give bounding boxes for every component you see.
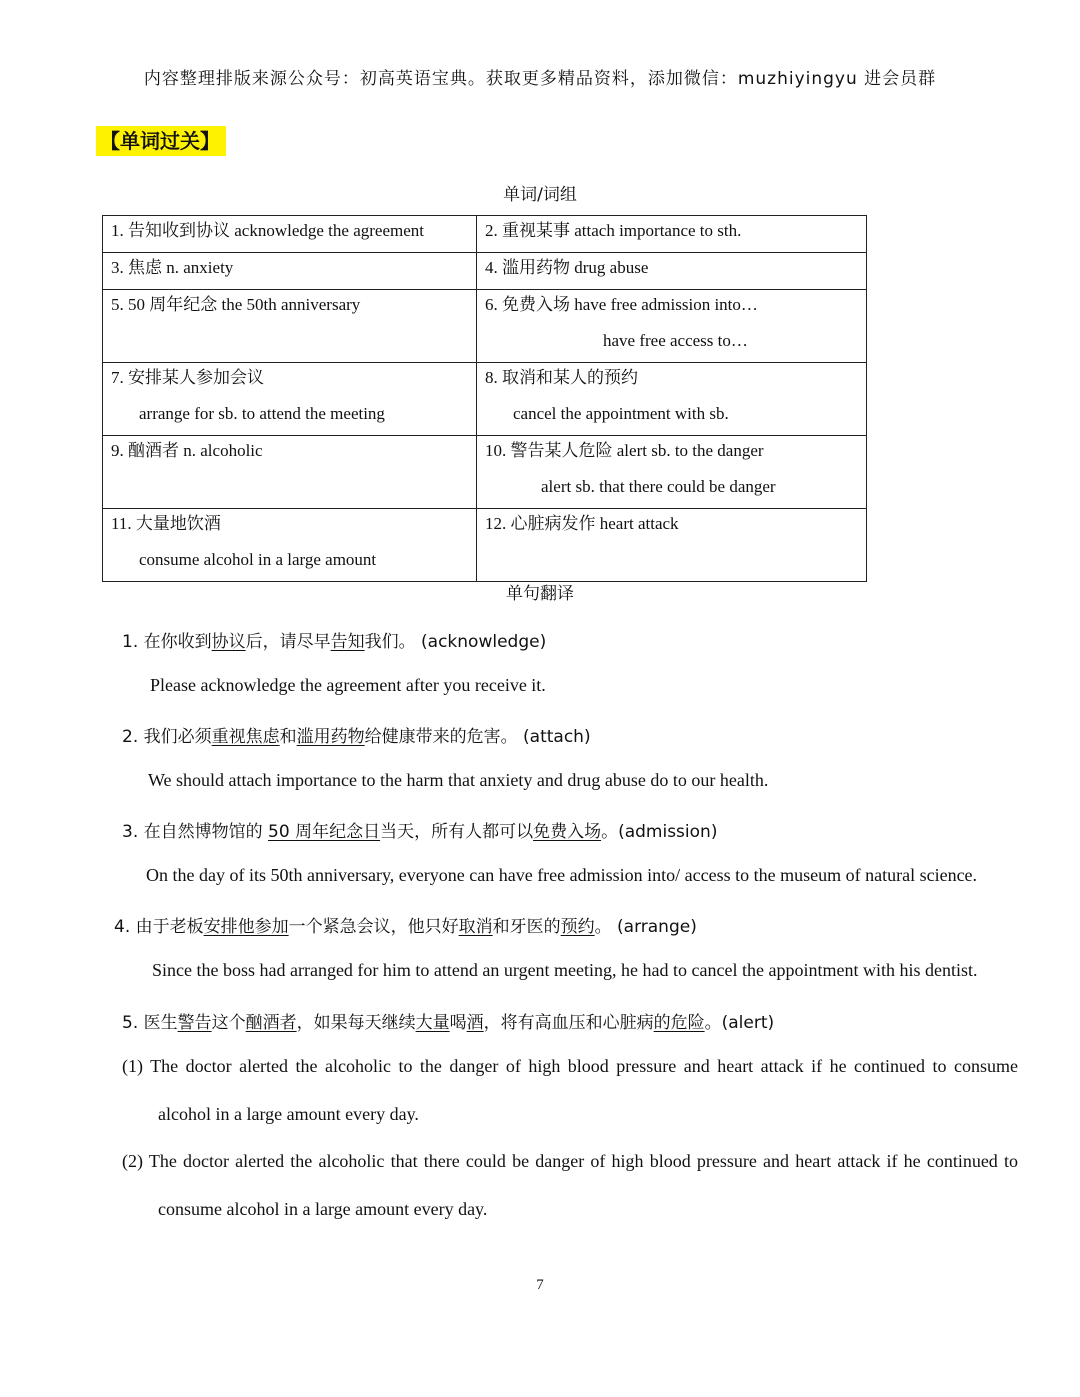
sentence-4-chinese: 4. 由于老板安排他参加一个紧急会议，他只好取消和牙医的预约。 (arrange) — [114, 917, 697, 937]
sentence-5-english-2b: consume alcohol in a large amount every day. — [158, 1199, 488, 1219]
vocab-entry: 12. 心脏病发作 heart attack — [485, 514, 679, 533]
vocab-cell — [477, 509, 867, 582]
table-row — [103, 363, 867, 436]
vocab-cell — [103, 509, 477, 582]
sentence-3-english: On the day of its 50th anniversary, everyone can have free admission into/ access to the museum of natural science. — [146, 865, 978, 885]
sentence-1-english: Please acknowledge the agreement after you receive it. — [150, 675, 546, 695]
vocab-entry: 10. 警告某人危险 alert sb. to the danger — [485, 441, 764, 460]
sentence-5-english-1b: alcohol in a large amount every day. — [158, 1104, 419, 1124]
vocab-entry: 2. 重视某事 attach importance to sth. — [485, 221, 742, 240]
sentence-5-english-1a: (1) The doctor alerted the alcoholic to the danger of high blood pressure and heart attack if he continued to consume — [122, 1056, 1018, 1076]
table-row — [103, 509, 867, 582]
page-number: 7 — [536, 1277, 544, 1293]
vocab-entry: have free access to… — [603, 331, 748, 350]
sentence-3-chinese: 3. 在自然博物馆的 50 周年纪念日当天，所有人都可以免费入场。(admission) — [122, 822, 718, 842]
vocab-cell — [103, 216, 477, 253]
sentence-4-english: Since the boss had arranged for him to attend an urgent meeting, he had to cancel the appointment with his dentist. — [152, 960, 978, 980]
sentence-2-chinese: 2. 我们必须重视焦虑和滥用药物给健康带来的危害。 (attach) — [122, 727, 591, 747]
vocab-entry: arrange for sb. to attend the meeting — [139, 404, 385, 423]
vocab-cell — [477, 253, 867, 290]
sentence-1-chinese: 1. 在你收到协议后，请尽早告知我们。 (acknowledge) — [122, 632, 547, 652]
vocab-entry: 4. 滥用药物 drug abuse — [485, 258, 649, 277]
vocab-heading: 单词/词组 — [503, 185, 577, 205]
vocab-entry: alert sb. that there could be danger — [541, 477, 776, 496]
vocab-table — [102, 215, 867, 582]
vocab-entry: 3. 焦虑 n. anxiety — [111, 258, 234, 277]
vocab-cell — [477, 216, 867, 253]
vocab-cell — [103, 363, 477, 436]
vocab-entry: consume alcohol in a large amount — [139, 550, 377, 569]
sentence-5-chinese: 5. 医生警告这个酗酒者，如果每天继续大量喝酒，将有高血压和心脏病的危险。(alert) — [122, 1013, 775, 1033]
table-row — [103, 290, 867, 363]
vocab-cell — [103, 290, 477, 363]
translation-heading: 单句翻译 — [506, 584, 574, 604]
vocab-entry: 5. 50 周年纪念 the 50th anniversary — [111, 295, 361, 314]
sentence-5-english-2a: (2) The doctor alerted the alcoholic that there could be danger of high blood pressure and heart attack if he continued to — [122, 1151, 1018, 1171]
page-header: 内容整理排版来源公众号：初高英语宝典。获取更多精品资料，添加微信：muzhiyingyu 进会员群 — [143, 69, 937, 89]
vocab-cell — [477, 363, 867, 436]
section-title: 【单词过关】 — [96, 126, 226, 156]
table-row — [103, 253, 867, 290]
vocab-entry: 6. 免费入场 have free admission into… — [485, 295, 758, 314]
sentence-2-english: We should attach importance to the harm that anxiety and drug abuse do to our health. — [148, 770, 769, 790]
table-row — [103, 216, 867, 253]
vocab-entry: 9. 酗酒者 n. alcoholic — [111, 441, 263, 460]
vocab-entry: 7. 安排某人参加会议 — [111, 368, 264, 387]
vocab-entry: 8. 取消和某人的预约 — [485, 368, 638, 387]
vocab-cell — [103, 253, 477, 290]
vocab-entry: cancel the appointment with sb. — [513, 404, 729, 423]
vocab-cell — [103, 436, 477, 509]
vocab-cell — [477, 436, 867, 509]
vocab-entry: 1. 告知收到协议 acknowledge the agreement — [111, 221, 424, 240]
vocab-cell — [477, 290, 867, 363]
table-row — [103, 436, 867, 509]
vocab-entry: 11. 大量地饮酒 — [111, 514, 221, 533]
